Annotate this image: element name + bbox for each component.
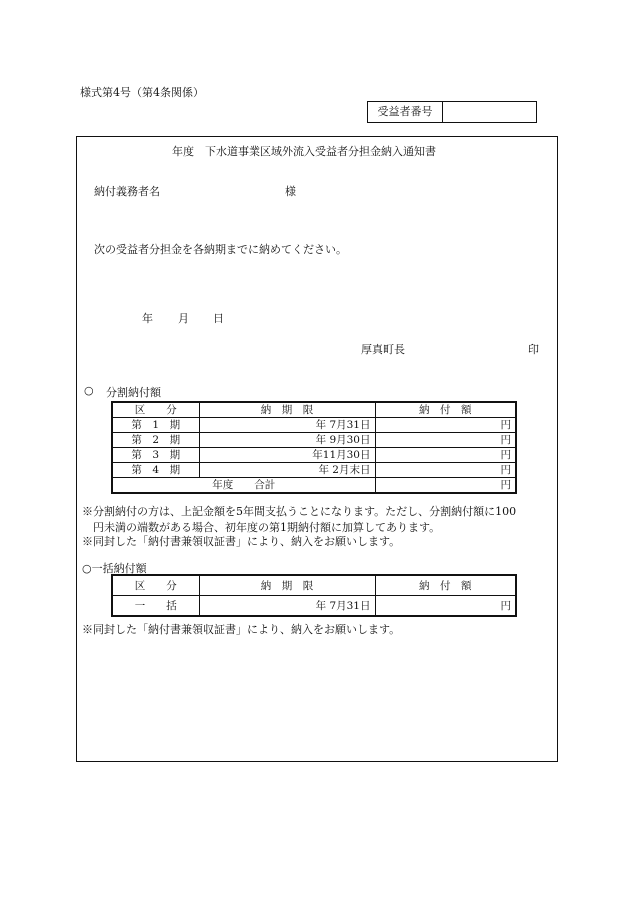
installment-heading-mark: ○ [84,384,94,397]
beneficiary-number-box [367,101,537,123]
lump-sum-heading: ○一括納付額 [82,562,147,575]
table-row [112,418,516,433]
period-label: 第 4 期 [112,463,199,478]
amount-cell: 円 [375,448,516,463]
period-label: 第 3 期 [112,448,199,463]
header-category: 区 分 [112,575,199,596]
total-row [112,478,516,494]
due-date: 年 2月末日 [199,463,375,478]
header-amount: 納 付 額 [375,402,516,418]
seal-mark: 印 [528,343,539,356]
date-year: 年 [142,312,153,325]
form-number-label: 様式第4号（第4条関係） [80,86,204,99]
lump-sum-note: ※同封した「納付書兼領収証書」により、納入をお願いします。 [82,623,401,636]
table-row [112,433,516,448]
instruction-text: 次の受益者分担金を各納期までに納めてください。 [94,243,347,256]
period-label: 第 2 期 [112,433,199,448]
installment-table [111,401,517,494]
date-day: 日 [213,312,224,325]
header-due-date: 納 期 限 [199,575,375,596]
beneficiary-number-field[interactable] [443,102,536,122]
installment-header-row [112,402,516,418]
header-amount: 納 付 額 [375,575,516,596]
due-date: 年 9月30日 [199,433,375,448]
amount-cell: 円 [375,463,516,478]
issuer-name: 厚真町長 [361,343,405,356]
notice-title: 年度 下水道事業区域外流入受益者分担金納入通知書 [172,145,436,158]
total-label: 年度 合計 [112,478,375,494]
installment-note-line1: ※分割納付の方は、上記金額を5年間支払うことになります。ただし、分割納付額に100 [82,505,517,518]
due-date: 年 7月31日 [199,596,375,617]
amount-cell: 円 [375,596,516,617]
payer-honorific: 様 [285,185,296,198]
payer-label: 納付義務者名 [94,185,160,198]
installment-heading: 分割納付額 [106,386,161,399]
total-amount: 円 [375,478,516,494]
due-date: 年 7月31日 [199,418,375,433]
installment-note-line2: 円未満の端数がある場合、初年度の第1期納付額に加算してあります。 [93,521,441,534]
table-row [112,463,516,478]
table-row [112,448,516,463]
date-month: 月 [178,312,189,325]
table-row [112,596,516,617]
beneficiary-number-label: 受益者番号 [368,102,443,122]
header-due-date: 納 期 限 [199,402,375,418]
header-category: 区 分 [112,402,199,418]
due-date: 年11月30日 [199,448,375,463]
lump-sum-table [111,574,517,617]
amount-cell: 円 [375,418,516,433]
lump-sum-label: 一 括 [112,596,199,617]
amount-cell: 円 [375,433,516,448]
period-label: 第 1 期 [112,418,199,433]
lump-sum-header-row [112,575,516,596]
installment-note-enclosure: ※同封した「納付書兼領収証書」により、納入をお願いします。 [82,535,401,548]
